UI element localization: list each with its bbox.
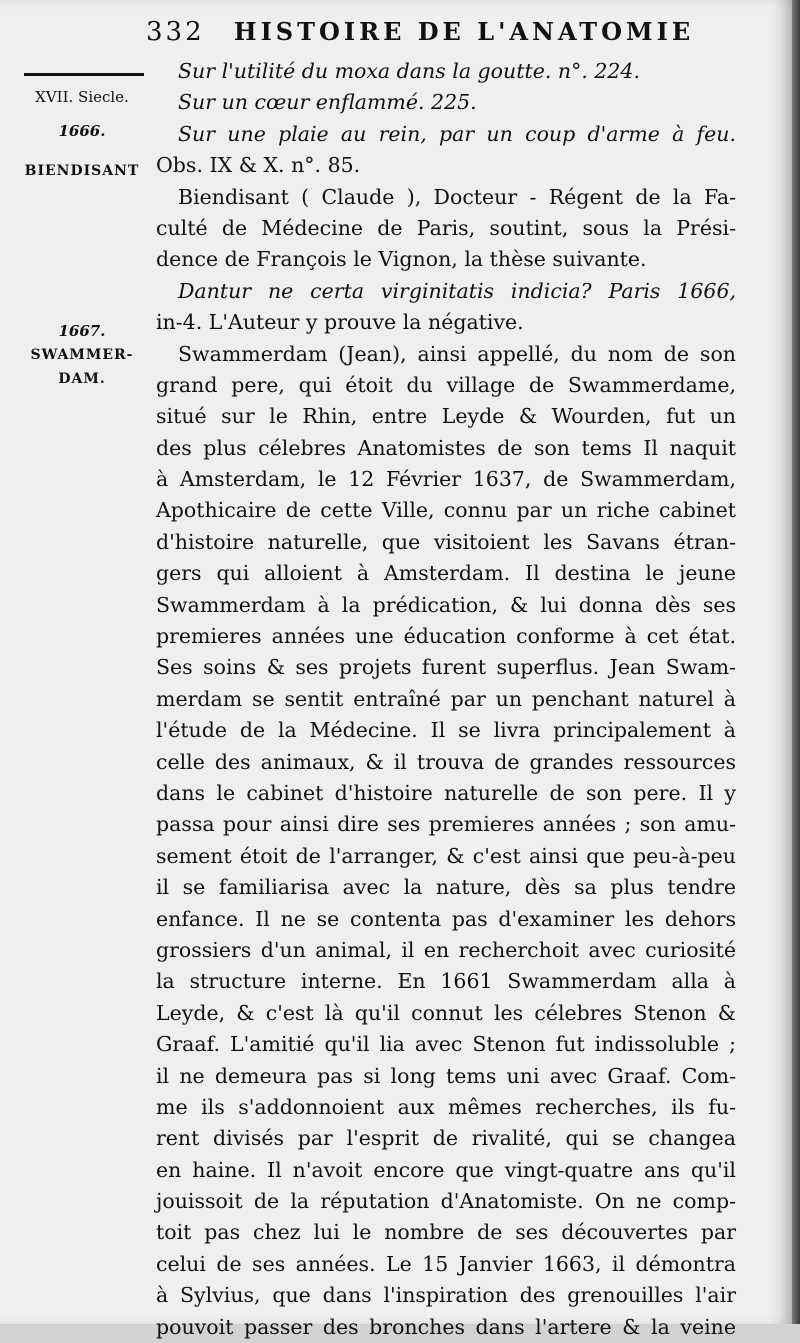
text-line: Swammerdam (Jean), ainsi appellé, du nom de son — [178, 341, 736, 366]
text-line: il ne demeura pas si long tems uni avec Graaf. Com- — [156, 1063, 736, 1088]
text-line: Ses soins & ses projets furent superflus. Jean Swam- — [156, 655, 736, 680]
text-line: passa pour ainsi dire ses premieres années ; son amu- — [156, 812, 736, 837]
text-line: jouissoit de la réputation d'Anatomiste. On ne comp- — [156, 1189, 736, 1214]
text-line: à Amsterdam, le 12 Février 1637, de Swammerdam, — [156, 467, 736, 492]
running-header — [146, 14, 695, 50]
text-line: rent divisés par l'esprit de rivalité, qui se changea — [156, 1126, 736, 1151]
text-line: Sur une plaie au rein, par un coup d'arme à feu. — [178, 121, 736, 146]
text-line: Biendisant ( Claude ), Docteur - Régent de la Fa- — [178, 184, 736, 209]
text-line: dans le cabinet d'histoire naturelle de son pere. Il y — [156, 780, 736, 805]
running-title: HISTOIRE DE L'ANATOMIE — [233, 17, 695, 46]
text-line: dence de François le Vignon, la thèse suivante. — [156, 247, 647, 272]
text-line: il se familiarisa avec la nature, dès sa plus tendre — [156, 875, 736, 900]
margin-name-swammerdam-1: SWAMMER- — [30, 347, 134, 363]
text-line: Dantur ne certa virginitatis indicia? Paris 1666, — [178, 278, 736, 303]
text-line: merdam se sentit entraîné par un penchant naturel à — [156, 686, 736, 711]
text-line: l'étude de la Médecine. Il se livra principalement à — [156, 718, 736, 743]
margin-century: XVII. Siecle. — [35, 88, 129, 106]
text-line: Apothicaire de cette Ville, connu par un riche cabinet — [156, 498, 736, 523]
text-line: gers qui alloient à Amsterdam. Il destina le jeune — [156, 561, 736, 586]
text-line: pouvoit passer des bronches dans l'artere & la veine — [156, 1314, 736, 1339]
text-line: toit pas chez lui le nombre de ses découvertes par — [156, 1220, 736, 1245]
margin-year-1666: 1666. — [58, 122, 106, 140]
text-line: me ils s'addonnoient aux mêmes recherches, ils fu- — [156, 1094, 736, 1119]
text-line: situé sur le Rhin, entre Leyde & Wourden, fut un — [156, 404, 736, 429]
text-line: Sur l'utilité du moxa dans la goutte. n°. 224. — [178, 59, 640, 83]
page-number: 332 — [146, 17, 205, 47]
text-line: des plus célebres Anatomistes de son tems Il naquit — [156, 435, 736, 460]
text-line: grossiers d'un animal, il en recherchoit avec curiosité — [156, 937, 736, 962]
margin-name-swammerdam-2: DAM. — [58, 371, 106, 387]
text-line: sement étoit de l'arranger, & c'est ainsi que peu-à-peu — [156, 843, 736, 868]
text-line: grand pere, qui étoit du village de Swammerdame, — [156, 372, 736, 397]
text-line: en haine. Il n'avoit encore que vingt-quatre ans qu'il — [156, 1157, 736, 1182]
text-line: d'histoire naturelle, que visitoient les Savans étran- — [156, 529, 736, 554]
text-line: Graaf. L'amitié qu'il lia avec Stenon fut indissoluble ; — [156, 1032, 736, 1057]
text-line: à Sylvius, que dans l'inspiration des grenouilles l'air — [156, 1283, 736, 1308]
text-line: Leyde, & c'est là qu'il connut les célebres Stenon & — [156, 1000, 736, 1025]
margin-year-1667: 1667. — [58, 322, 106, 340]
margin-name-biendisant: BIENDISANT — [24, 163, 140, 179]
text-line: celle des animaux, & il trouva de grandes ressources — [156, 749, 736, 774]
text-line: premieres années une éducation conforme à cet état. — [156, 624, 736, 649]
text-line: la structure interne. En 1661 Swammerdam alla à — [156, 969, 736, 994]
page-edge-shadow — [792, 0, 800, 1324]
text-line: enfance. Il ne se contenta pas d'examiner les dehors — [156, 906, 736, 931]
margin-rule — [24, 73, 144, 76]
text-line: celui de ses années. Le 15 Janvier 1663, il démontra — [156, 1251, 736, 1276]
text-line: Swammerdam à la prédication, & lui donna dès ses — [156, 592, 736, 617]
body-text — [156, 56, 736, 1343]
text-line: in-4. L'Auteur y prouve la négative. — [156, 310, 524, 335]
text-line: Obs. IX & X. n°. 85. — [156, 153, 361, 178]
text-line: Sur un cœur enflammé. 225. — [178, 90, 477, 115]
text-line: culté de Médecine de Paris, soutint, sous la Prési- — [156, 215, 736, 240]
